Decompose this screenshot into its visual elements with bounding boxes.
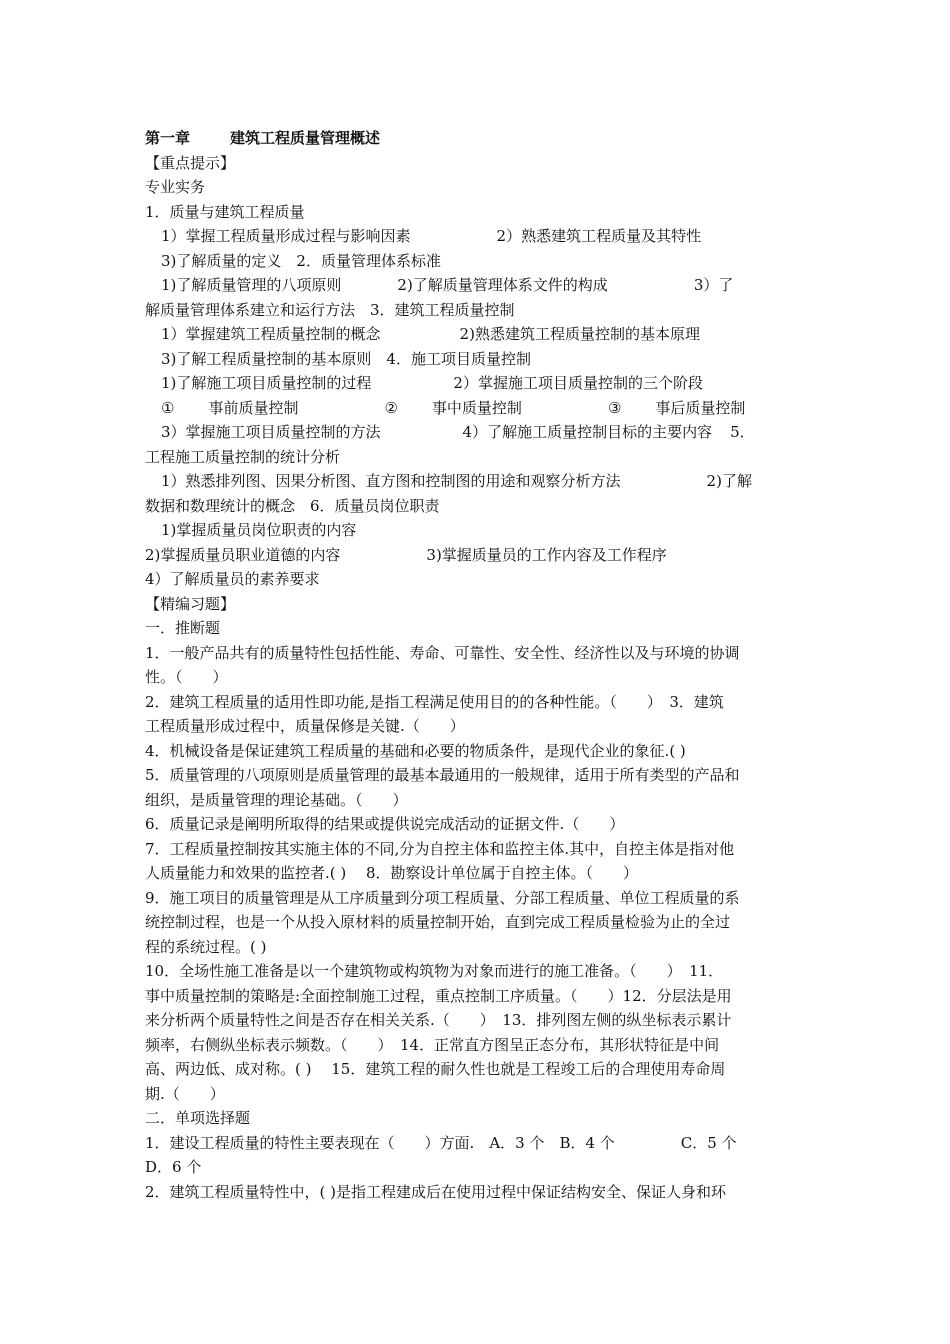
outline-item: 1)了解质量管理的八项原则 [161,276,342,294]
question-line: 9．施工项目的质量管理是从工序质量到分项工程质量、分部工程质量、单位工程质量的系 [145,888,740,907]
question-line [145,1131,807,1156]
outline-item: 1)了解施工项目质量控制的过程 [161,374,372,392]
outline-line: 4）了解质量员的素养要求 [145,570,320,588]
stage-3-marker: ③ [607,398,622,417]
question-line: 人质量能力和效果的监控者.( ) 8．勘察设计单位属于自控主体。（ ） [145,864,639,882]
outline-item: 3）掌握施工项目质量控制的方法 [161,423,381,441]
question-line: 4．机械设备是保证建筑工程质量的基础和必要的物质条件，是现代企业的象征.( ) [145,741,686,760]
question-line: 工程质量形成过程中，质量保修是关键.（ ） [145,717,465,735]
outline-item: 3）了 [693,276,734,294]
question-line: 7．工程质量控制按其实施主体的不同,分为自控主体和监控主体.其中，自控主体是指对他 [145,839,735,858]
outline-item: 1）掌握建筑工程质量控制的概念 [161,325,381,343]
outline-item: 2)了解质量管理体系文件的构成 [397,276,608,294]
question-line: 2．建筑工程质量特性中，( )是指工程建成后在使用过程中保证结构安全、保证人身和环 [145,1182,727,1201]
question-line: 组织，是质量管理的理论基础。（ ） [145,790,408,809]
question-line: 事中质量控制的策略是:全面控制施工过程，重点控制工序质量。（ ）12．分层法是用 [145,986,732,1005]
outline-item: 2)熟悉建筑工程质量控制的基本原理 [459,325,700,343]
outline-line: 数据和数理统计的概念 6．质量员岗位职责 [145,496,440,515]
exercises-heading: 【精编习题】 [145,594,236,613]
outline-line: 工程施工质量控制的统计分析 [145,447,341,466]
outline-line [145,371,807,396]
outline-line: 解质量管理体系建立和运行方法 3．建筑工程质量控制 [145,300,515,319]
stage-1-marker: ① [161,398,175,417]
stage-3-label: 事后质量控制 [655,398,746,417]
question-line: 1．一般产品共有的质量特性包括性能、寿命、可靠性、安全性、经济性以及与环境的协调 [145,643,740,662]
outline-item: 2）熟悉建筑工程质量及其特性 [496,227,702,245]
question-line: 高、两边低、成对称。( ) 15．建筑工程的耐久性也就是工程竣工后的合理使用寿命周 [145,1060,726,1078]
section-1-heading: 1．质量与建筑工程质量 [145,202,305,221]
chapter-number: 第一章 [145,129,191,147]
outline-line: 3)了解质量的定义 2．质量管理体系标准 [161,251,441,270]
outline-line [145,543,807,568]
question-line: 6．质量记录是阐明所取得的结果或提供说完成活动的证据文件.（ ） [145,815,625,833]
choice-option: D．6 个 [145,1158,202,1176]
key-hint-heading: 【重点提示】 [145,153,236,172]
stage-2-label: 事中质量控制 [431,398,522,417]
outline-item: 5． [730,423,755,441]
document-page [145,126,807,1204]
question-line: 统控制过程，也是一个从投入原材料的质量控制开始，直到完成工程质量检验为止的全过 [145,913,731,931]
outline-item: 1）掌握工程质量形成过程与影响因素 [161,227,411,245]
outline-item: 4）了解施工质量控制目标的主要内容 [462,423,713,441]
stage-2-marker: ② [384,398,398,417]
question-line: 10．全场性施工准备是以一个建筑物或构筑物为对象而进行的施工准备。（ ） 11． [145,962,724,980]
question-line: 频率，右侧纵坐标表示频数。（ ） 14．正常直方图呈正态分布，其形状特征是中间 [145,1035,720,1054]
outline-line [145,224,807,249]
outline-line [145,322,807,347]
question-line: 期.（ ） [145,1084,225,1103]
outline-item: 2)掌握质量员职业道德的内容 [145,545,341,564]
outline-line: 1)掌握质量员岗位职责的内容 [161,521,357,539]
stage-1-label: 事前质量控制 [208,398,299,417]
outline-item: 2)了解 [706,472,752,490]
subject-heading: 专业实务 [145,178,206,196]
choice-option: C．5 个 [680,1133,737,1152]
control-stages-line [145,396,807,421]
outline-line [145,273,807,298]
chapter-title: 建筑工程质量管理概述 [230,129,381,147]
outline-line: 3)了解工程质量控制的基本原则 4．施工项目质量控制 [161,349,531,368]
outline-item: 3)掌握质量员的工作内容及工作程序 [426,545,667,564]
question-line: 性。（ ） [145,668,228,686]
question-line: 2．建筑工程质量的适用性即功能,是指工程满足使用目的的各种性能。（ ） 3．建筑 [145,692,724,711]
question-text: 1．建设工程质量的特性主要表现在（ ）方面. A．3 个 B．4 个 [145,1133,615,1152]
question-line: 5．质量管理的八项原则是质量管理的最基本最通用的一般规律，适用于所有类型的产品和 [145,766,740,784]
outline-line [145,420,807,445]
true-false-section-heading: 一．推断题 [145,619,221,637]
outline-item: 2）掌握施工项目质量控制的三个阶段 [453,374,703,392]
multiple-choice-section-heading: 二．单项选择题 [145,1109,251,1127]
question-line: 来分析两个质量特性之间是否存在相关关系.（ ） 13．排列图左侧的纵坐标表示累计 [145,1011,732,1029]
chapter-heading [145,126,807,151]
outline-item: 1）熟悉排列图、因果分析图、直方图和控制图的用途和观察分析方法 [161,472,621,490]
question-line: 程的系统过程。( ) [145,937,267,956]
outline-line [145,469,807,494]
